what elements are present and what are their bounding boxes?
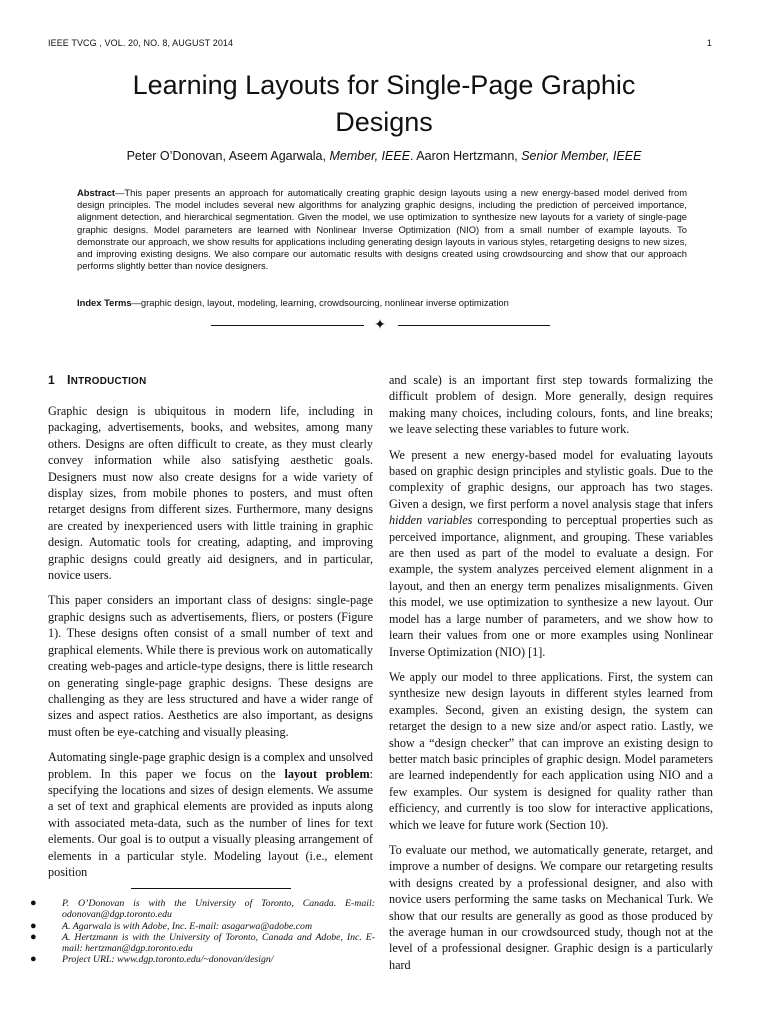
bullet-icon: ●	[30, 930, 37, 943]
abstract-text: —This paper presents an approach for automatically creating graphic design layouts using a new energy-based model derived from design principles. The model includes several new algorithms for analyzing graphic designs, including the prediction of perceived importance, alignment detection, and hierarchical segmentation. Given the model, we use optimization to synthesize new layouts for a variety of single-page graphic designs. Model parameters are learned with Nonlinear Inverse Optimization (NIO) from a small number of example layouts. To demonstrate our approach, we show results for applications including generating design layouts in various styles, retargeting designs to new sizes, and improving existing designs. We also compare our automatic results with designs created using crowdsourcing and show that our approach performs slightly better than novice designers.	[77, 187, 687, 272]
paragraph	[389, 447, 713, 660]
footnote-item	[30, 898, 375, 921]
paragraph: To evaluate our method, we automatically generate, retarget, and improve a number of designs. We compare our retargeting results with designs created by a professional designer, and also with novice users performing the same tasks on Mechanical Turk. We show that our results are generally as good as those produced by the average human in our crowdsourced study, though not at the level of a professional designer. Graphic design is a particularly hard	[389, 842, 713, 972]
author-names-1: Peter O’Donovan, Aseem Agarwala,	[126, 149, 330, 163]
abstract	[77, 187, 687, 272]
divider-left	[211, 325, 364, 326]
section-title-initial: I	[66, 373, 71, 387]
author-names-2: . Aaron Hertzmann,	[410, 149, 522, 163]
emphasis-italic: hidden variables	[389, 513, 473, 528]
paragraph-text: : specifying the locations and sizes of design elements. We assume a set of text and graphical elements are provided as inputs along with associated meta-data, such as the number of lines for text elements. Our goal is to output a visually pleasing arrangement of elements in a particular style. Modeling layout (i.e., element position	[48, 766, 373, 879]
divider-star-icon: ✦	[374, 317, 386, 333]
section-title-rest: NTRODUCTION	[70, 376, 147, 387]
paper-title	[60, 67, 708, 141]
footnote-item	[30, 921, 375, 932]
paragraph: Graphic design is ubiquitous in modern life, including in packaging, advertisements, books, and websites, among many others. Designs are often difficult to create, as they must clearly convey information while also satisfying aesthetic goals. Designers must now also create designs for a wide variety of display sizes, from mobile phones to posters, and must often retarget designs from different sizes. Furthermore, many designs are created by inexperienced users with little training in graphic design. Automatic tools for creating, adapting, and improving graphic designs could greatly aid designers, and in particular, novice users.	[48, 404, 373, 583]
footnote-text: P. O’Donovan is with the University of Toronto, Canada. E-mail: odonovan@dgp.toronto.edu	[62, 898, 375, 921]
right-column	[389, 372, 713, 982]
bullet-icon: ●	[30, 953, 37, 966]
footnote-text: A. Hertzmann is with the University of Toronto, Canada and Adobe, Inc. E-mail: hertzman@dgp.toronto.edu	[62, 931, 375, 955]
section-number: 1	[48, 373, 55, 387]
abstract-label: Abstract	[77, 187, 116, 198]
emphasis-bold: layout problem	[284, 766, 370, 781]
index-terms-text: —graphic design, layout, modeling, learning, crowdsourcing, nonlinear inverse optimization	[131, 297, 509, 308]
title-line-1: Learning Layouts for Single-Page Graphic	[132, 70, 636, 100]
title-line-2: Designs	[335, 107, 433, 137]
author-role-1: Member, IEEE	[329, 149, 411, 163]
footnote-text: A. Agarwala is with Adobe, Inc. E-mail: asagarwa@adobe.com	[62, 920, 313, 932]
divider-right	[398, 325, 550, 326]
page-number: 1	[706, 38, 712, 48]
bullet-icon: ●	[30, 919, 37, 932]
author-list	[48, 149, 720, 163]
left-column	[48, 372, 373, 889]
section-heading	[48, 372, 373, 390]
journal-info: IEEE TVCG , VOL. 20, NO. 8, AUGUST 2014	[48, 38, 234, 48]
footnote-item	[30, 932, 375, 955]
footnote-item	[30, 954, 375, 965]
paragraph: This paper considers an important class of designs: single-page graphic designs such as advertisements, fliers, or posters (Figure 1). These designs often consist of a small number of text and graphical elements. While there is previous work on automatically creating web-pages and article-type designs, there is little research on generating single-page graphic designs. These designs are challenging as they are less structured and have a wider range of sizes and aspect ratios. Aesthetics are also important, as designs must often be eye-catching and visually pleasing.	[48, 593, 373, 739]
bullet-icon: ●	[30, 897, 37, 909]
index-terms	[77, 297, 687, 309]
paragraph-text: We present a new energy-based model for evaluating layouts based on graphic design principles and stylistic goals. Due to the complexity of graphic designs, our approach has two stages. Given a design, we first perform a novel analysis stage that infers	[389, 447, 713, 511]
paragraph	[48, 749, 373, 880]
paragraph: and scale) is an important first step towards formalizing the difficult problem of design. More generally, design requires making many choices, including colours, fonts, and line breaks; we leave selecting these variables to future work.	[389, 373, 713, 437]
paragraph-text: Automating single-page graphic design is a complex and unsolved problem. In this paper we focus on the	[48, 750, 373, 781]
footnote-list	[30, 898, 375, 966]
author-role-2: Senior Member, IEEE	[521, 149, 642, 163]
paragraph: We apply our model to three applications. First, the system can synthesize new design layouts in different styles learned from examples. Second, given an existing design, the system can retarget the design to a new size and/or aspect ratio. Lastly, we show a “design checker” that can improve an existing design to better match basic principles of graphic design. Model parameters are learned independently for each application using NIO and a few examples. Our system is designed for quality rather than efficiency, and currently is too slow for interactive applications, which we leave for future work (Section 10).	[389, 669, 713, 832]
paragraph-text: corresponding to perceptual properties such as perceived importance, alignment, and grouping. These variables are then used as part of the model to evaluate a design. For example, the system analyzes perceived element alignment in a layout, and then an energy term penalizes misalignments. Given this model, we use optimization to synthesize a new layout. Our model has a large number of parameters, and we show how to learn their values from one or more examples using Nonlinear Inverse Optimization (NIO) [1].	[389, 513, 713, 659]
footnote-rule	[131, 888, 291, 889]
index-terms-label: Index Terms	[77, 297, 132, 308]
footnote-text: Project URL: www.dgp.toronto.edu/~donovan/design/	[62, 954, 274, 966]
